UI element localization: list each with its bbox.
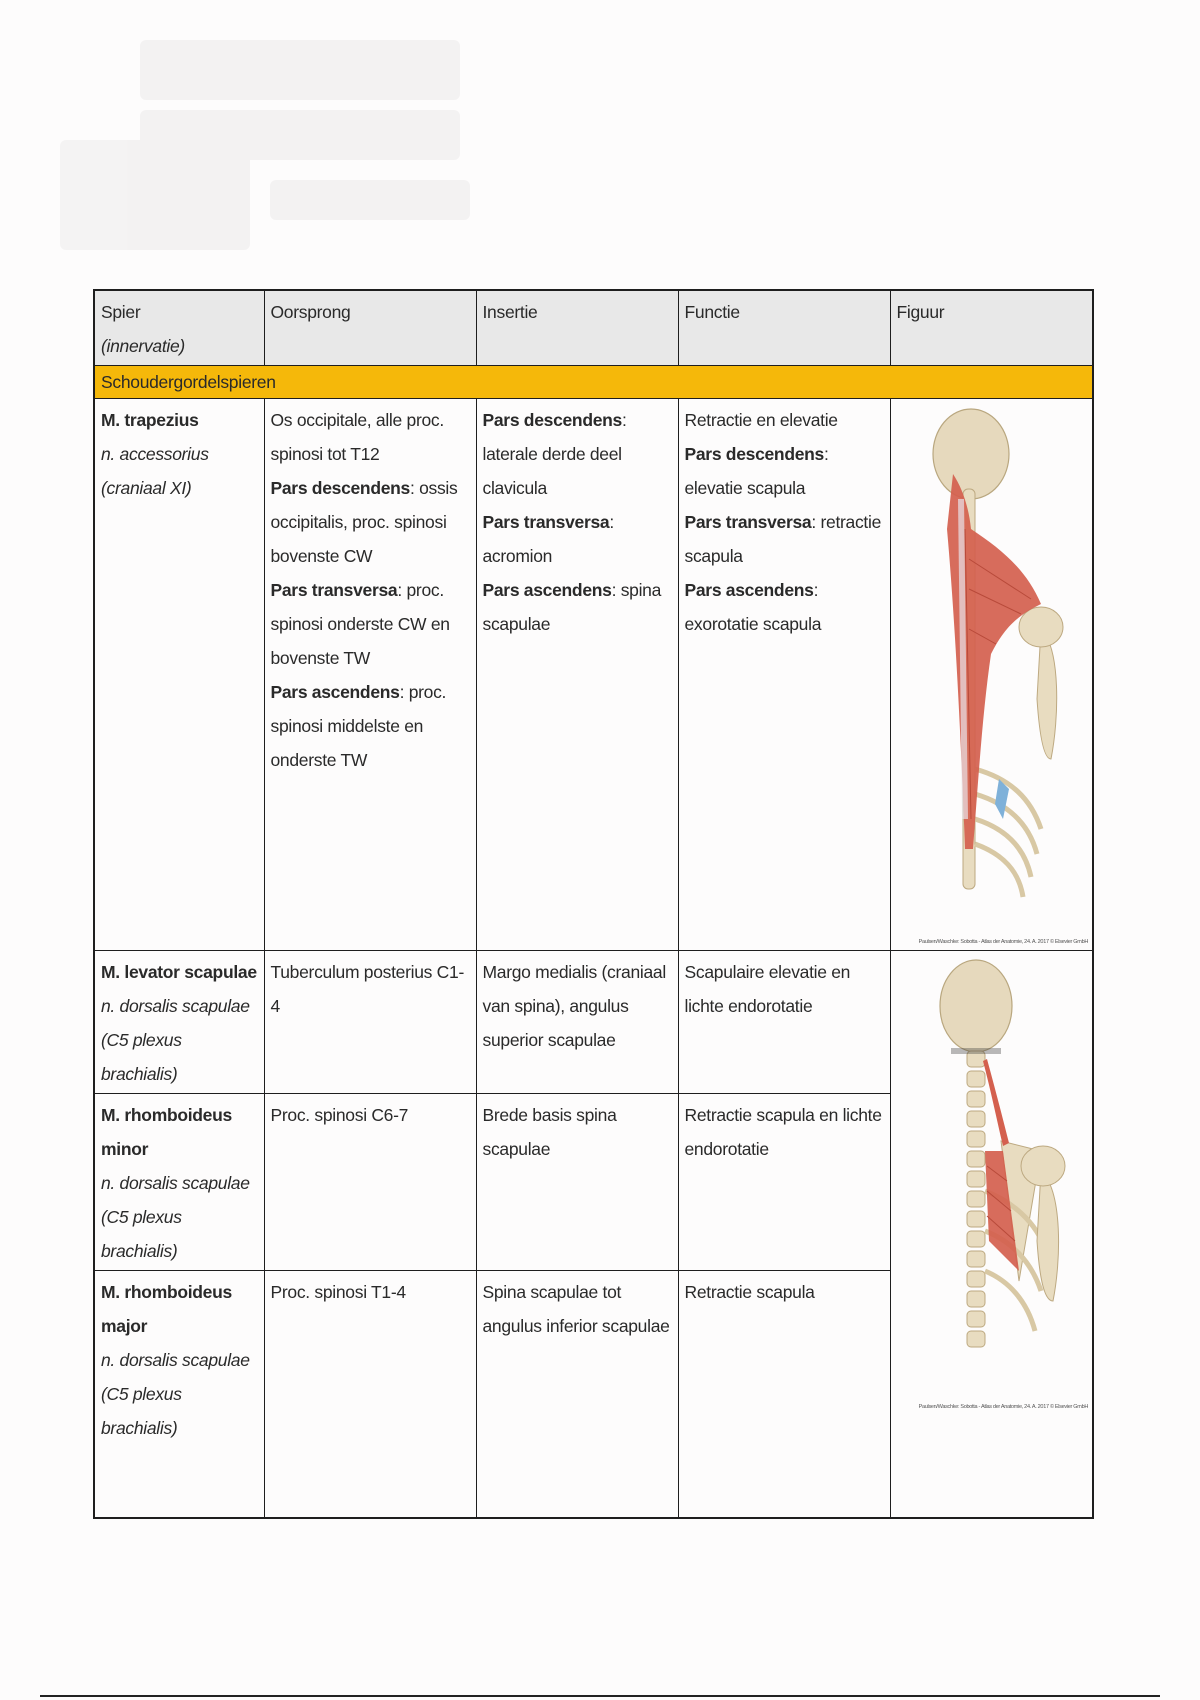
figure-cell: [890, 399, 1093, 951]
header-muscle-label: Spier: [101, 302, 141, 322]
muscle-name: M. trapezius: [101, 410, 199, 430]
function-part-label: Pars transversa: [684, 512, 812, 532]
header-innervation-label: (innervatie): [101, 336, 185, 356]
muscle-table: [93, 289, 1094, 1519]
function-part-text: : elevatie scapula: [684, 444, 829, 498]
background-ghost: [60, 30, 480, 260]
insertion-cell: [476, 399, 678, 951]
function-part-text: : retractie scapula: [684, 512, 881, 566]
header-insertion: Insertie: [476, 290, 678, 366]
function-part-label: Pars descendens: [684, 444, 824, 464]
figure-credit: Paulsen/Waschke: Sobotta - Atlas der Anatomie, 24. A. 2017 © Elsevier GmbH: [918, 939, 1088, 945]
insertion-part-label: Pars ascendens: [482, 580, 612, 600]
section-row: [94, 366, 1093, 399]
muscle-innervation: n. dorsalis scapulae (C5 plexus brachialis): [101, 1173, 250, 1261]
figure-credit: Paulsen/Waschke: Sobotta - Atlas der Anatomie, 24. A. 2017 © Elsevier GmbH: [918, 1404, 1088, 1410]
origin-cell: Tuberculum posterius C1-4: [264, 951, 476, 1094]
function-cell: Retractie scapula: [678, 1271, 890, 1519]
bottom-rule: [40, 1695, 1160, 1697]
function-cell: Retractie scapula en lichte endorotatie: [678, 1094, 890, 1271]
table-row-levator-scapulae: [94, 951, 1093, 1094]
function-part-label: Pars ascendens: [684, 580, 814, 600]
origin-part-label: Pars transversa: [270, 580, 398, 600]
header-row: [94, 290, 1093, 366]
function-cell: [678, 399, 890, 951]
origin-cell: Proc. spinosi C6-7: [264, 1094, 476, 1271]
muscle-name: M. levator scapulae: [101, 962, 257, 982]
section-title: Schoudergordelspieren: [94, 366, 1093, 399]
figure-cell: [890, 951, 1093, 1519]
muscle-innervation: n. dorsalis scapulae (C5 plexus brachialis): [101, 996, 250, 1084]
muscle-cell: [94, 1094, 264, 1271]
function-part-text: : exorotatie scapula: [684, 580, 822, 634]
trapezius-figure: [891, 399, 1093, 948]
muscle-name: M. rhomboideus minor: [101, 1105, 232, 1159]
origin-cell: [264, 399, 476, 951]
muscle-innervation: n. accessorius (craniaal XI): [101, 444, 209, 498]
insertion-cell: Margo medialis (craniaal van spina), angulus superior scapulae: [476, 951, 678, 1094]
insertion-part-text: : acromion: [482, 512, 614, 566]
insertion-cell: Spina scapulae tot angulus inferior scapulae: [476, 1271, 678, 1519]
origin-part-label: Pars descendens: [270, 478, 410, 498]
header-function: Functie: [678, 290, 890, 366]
muscle-name: M. rhomboideus major: [101, 1282, 232, 1336]
muscle-cell: [94, 399, 264, 951]
header-muscle: [94, 290, 264, 366]
origin-part-text: : proc. spinosi middelste en onderste TW: [270, 682, 447, 770]
origin-cell: Proc. spinosi T1-4: [264, 1271, 476, 1519]
function-cell: Scapulaire elevatie en lichte endorotatie: [678, 951, 890, 1094]
table-row-trapezius: [94, 399, 1093, 951]
muscle-cell: [94, 1271, 264, 1519]
origin-intro: Os occipitale, alle proc. spinosi tot T12: [270, 410, 444, 464]
insertion-part-text: : spina scapulae: [482, 580, 662, 634]
insertion-part-label: Pars descendens: [482, 410, 622, 430]
origin-part-text: : ossis occipitalis, proc. spinosi bovenste CW: [270, 478, 458, 566]
rhomboid-levator-anatomy-illustration: [891, 951, 1094, 1413]
origin-part-label: Pars ascendens: [270, 682, 400, 702]
function-intro: Retractie en elevatie: [684, 410, 838, 430]
insertion-part-text: : laterale derde deel clavicula: [482, 410, 627, 498]
rhomboid-figure: [891, 951, 1093, 1413]
insertion-part-label: Pars transversa: [482, 512, 610, 532]
muscle-cell: [94, 951, 264, 1094]
muscle-innervation: n. dorsalis scapulae (C5 plexus brachialis): [101, 1350, 250, 1438]
origin-part-text: : proc. spinosi onderste CW en bovenste TW: [270, 580, 450, 668]
trapezius-anatomy-illustration: [891, 399, 1094, 948]
header-figure: Figuur: [890, 290, 1093, 366]
insertion-cell: Brede basis spina scapulae: [476, 1094, 678, 1271]
header-origin: Oorsprong: [264, 290, 476, 366]
